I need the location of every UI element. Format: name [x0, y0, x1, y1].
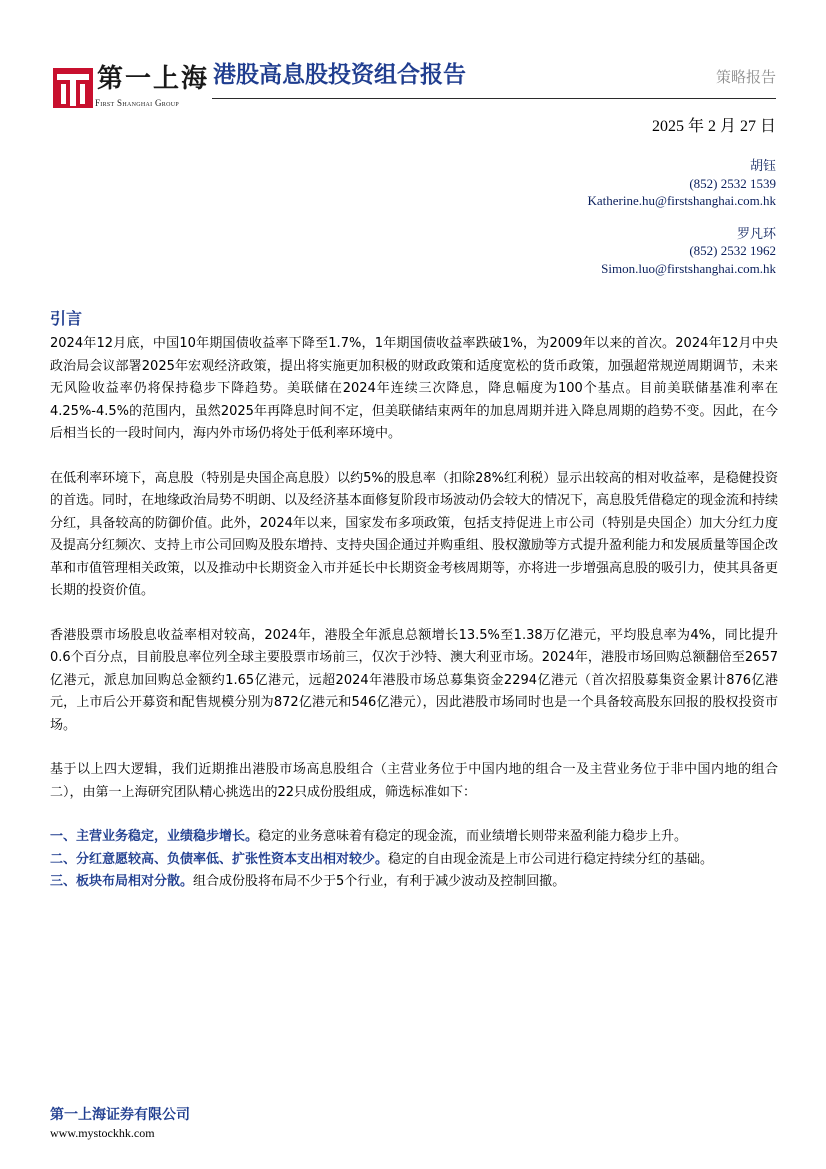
- criterion-item: [50, 871, 778, 894]
- analyst-contacts: [587, 157, 776, 292]
- analyst-email[interactable]: Simon.luo@firstshanghai.com.hk: [601, 260, 776, 276]
- criterion-item: [50, 849, 778, 872]
- analyst-name: 罗凡环: [736, 225, 776, 241]
- paragraph: 2024年12月底，中国10年期国债收益率下降至1.7%，1年期国债收益率跌破1%，为2009年以来的首次。2024年12月中央政治局会议部署2025年宏观经济政策，提出将实施更加积极的财政政策和适度宽松的货币政策，加强超常规逆周期调节，未来无风险收益率仍将保持稳步下降趋势。美联储在2024年连续三次降息，降息幅度为100个基点。目前美联储基准利率在4.25%-4.5%的范围内，虽然2025年再降息时间不定，但美联储结束两年的加息周期并进入降息周期的趋势不变。因此，在今后相当长的一段时间内，海内外市场仍将处于低利率环境中。: [50, 336, 778, 441]
- footer-website-link[interactable]: www.mystockhk.com: [50, 1126, 155, 1140]
- report-date: 2025 年 2 月 27 日: [651, 118, 776, 135]
- first-shanghai-logo-icon: [53, 68, 93, 108]
- paragraph: 基于以上四大逻辑，我们近期推出港股市场高息股组合（主营业务位于中国内地的组合一及主营业务位于非中国内地的组合二），由第一上海研究团队精心挑选出的22只成份股组成，筛选标准如下：: [50, 762, 778, 800]
- paragraph: 在低利率环境下，高息股（特别是央国企高息股）以约5%的股息率（扣除28%红利税）显示出较高的相对收益率，是稳健投资的首选。同时，在地缘政治局势不明朗、以及经济基本面修复阶段市场波动仍会较大的情况下，高息股凭借稳定的现金流和持续分红，具备较高的防御价值。此外，2024年以来，国家发布多项政策，包括支持促进上市公司（特别是央国企）加大分红力度及提高分红频次、支持上市公司回购及股东增持、支持央国企通过并购重组、股权激励等方式提升盈利能力和发展质量等国企改革和市值管理相关政策，以及推动中长期资金入市并延长中长期资金考核周期等，亦将进一步增强高息股的吸引力，使其具备更长期的投资价值。: [50, 470, 779, 598]
- analyst-name: 胡钰: [749, 158, 776, 173]
- analyst-block: [587, 157, 776, 210]
- analyst-block: [587, 225, 776, 278]
- report-type: 策略报告: [715, 68, 776, 86]
- criterion-item: [50, 826, 778, 849]
- analyst-phone: (852) 2532 1539: [689, 175, 776, 191]
- report-title: 港股高息股投资组合报告: [213, 62, 466, 88]
- footer-company-name: 第一上海证券有限公司: [50, 1107, 190, 1123]
- criterion-bold: 三、板块布局相对分散。: [50, 874, 194, 889]
- criterion-text: 组合成份股将布局不少于5个行业，有利于减少波动及控制回撤。: [193, 874, 566, 889]
- report-body: [50, 309, 778, 894]
- section-heading: 引言: [50, 309, 83, 328]
- logo-chinese-text: 第一上海: [97, 64, 210, 94]
- paragraph: 香港股票市场股息收益率相对较高，2024年，港股全年派息总额增长13.5%至1.38万亿港元，平均股息率为4%，同比提升0.6个百分点，目前股息率位列全球主要股票市场前三，仅次于沙特、澳大利亚市场。2024年，港股市场回购总额翻倍至2657亿港元，派息加回购总金额约1.65亿港元，远超2024年港股市场总募集资金2294亿港元（首次招股募集资金累计876亿港元，上市后公开募资和配售规模分别为872亿港元和546亿港元），因此港股市场同时也是一个具备较高股东回报的股权投资市场。: [50, 627, 778, 733]
- criterion-text: 稳定的业务意味着有稳定的现金流，而业绩增长则带来盈利能力稳步上升。: [258, 829, 688, 844]
- header-divider: [212, 98, 776, 99]
- criterion-bold: 一、主营业务稳定，业绩稳步增长。: [50, 829, 259, 844]
- analyst-email[interactable]: Katherine.hu@firstshanghai.com.hk: [587, 193, 776, 208]
- logo-english-text: First Shanghai Group: [95, 98, 180, 108]
- company-logo: [53, 62, 210, 110]
- analyst-phone: (852) 2532 1962: [689, 243, 776, 258]
- criterion-text: 稳定的自由现金流是上市公司进行稳定持续分红的基础。: [388, 851, 714, 867]
- criterion-bold: 二、分红意愿较高、负债率低、扩张性资本支出相对较少。: [50, 851, 389, 867]
